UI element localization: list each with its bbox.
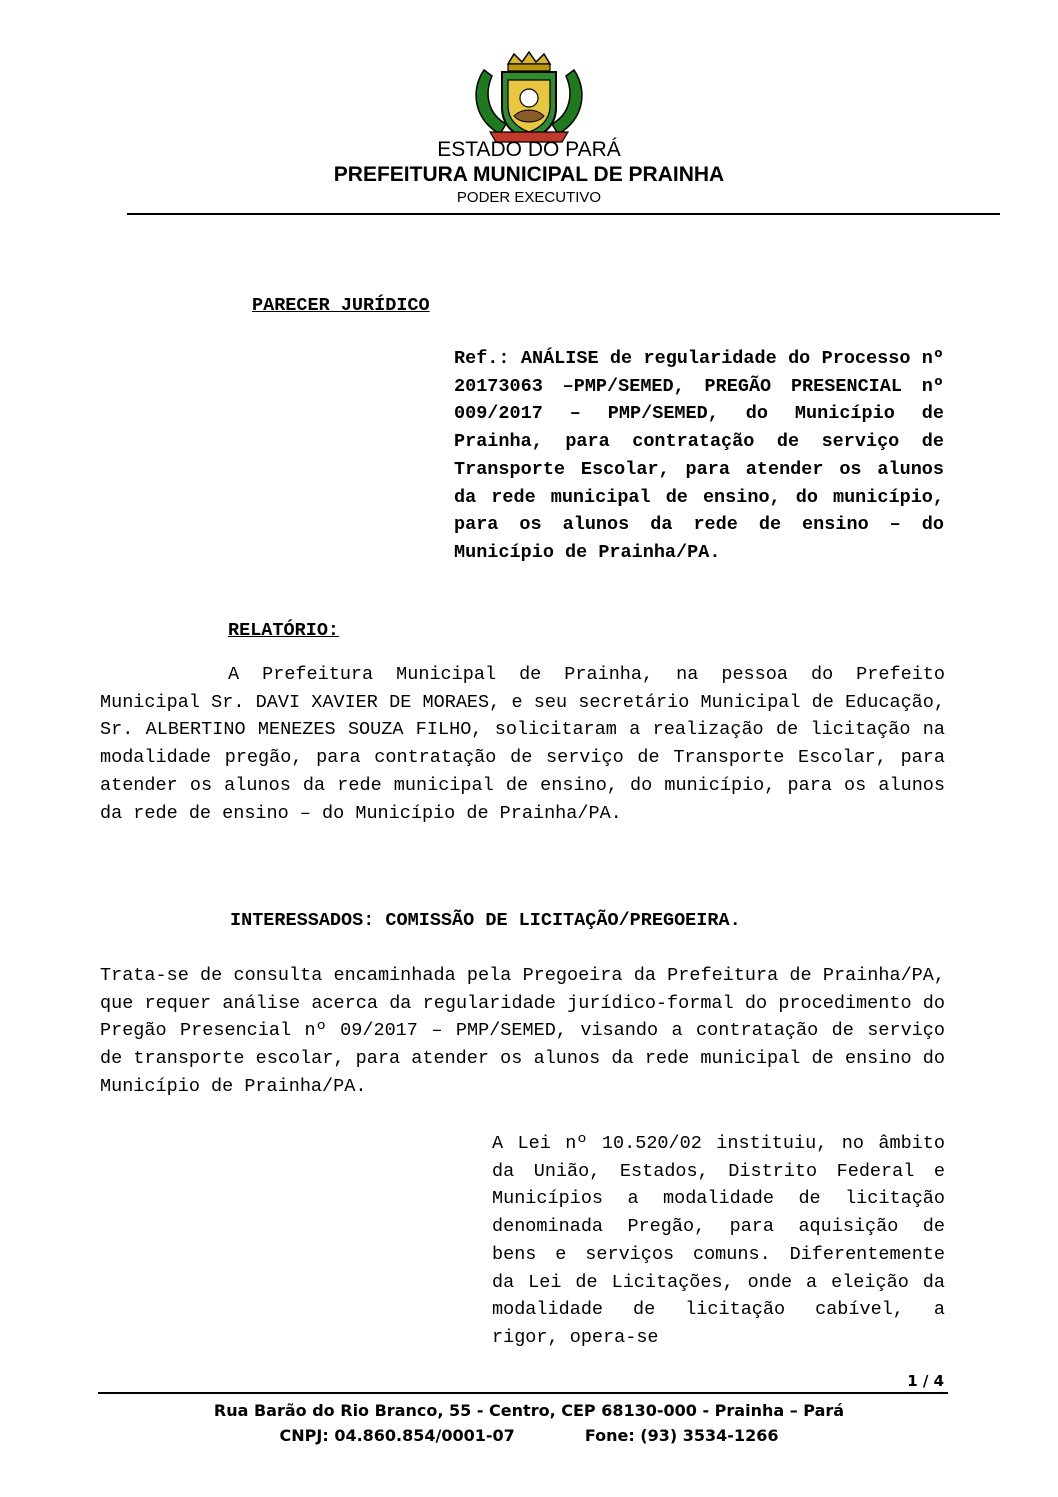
footer-phone: Fone: (93) 3534-1266 xyxy=(584,1426,779,1445)
reference-block: Ref.: ANÁLISE de regularidade do Processo nº 20173063 –PMP/SEMED, PREGÃO PRESENCIAL nº 009/2017 – PMP/SEMED, do Município de Prainha, para contratação de serviço de Transporte Escolar, para atender os alunos da rede municipal de ensino, do município, para os alunos da rede de ensino – do Município de Prainha/PA. xyxy=(454,348,944,563)
report-paragraph: A Prefeitura Municipal de Prainha, na pessoa do Prefeito Municipal Sr. DAVI XAVIER DE MORAES, e seu secretário Municipal de Educação, Sr. ALBERTINO MENEZES SOUZA FILHO, solicitaram a realização de licitação na modalidade pregão, para contratação de serviço de Transporte Escolar, para atender os alunos da rede municipal de ensino, do município, para os alunos da rede de ensino – do Município de Prainha/PA. xyxy=(100,664,945,824)
prefecture-name: PREFEITURA MUNICIPAL DE PRAINHA xyxy=(333,163,725,186)
footer-address: Rua Barão do Rio Branco, 55 - Centro, CEP 68130-000 - Prainha – Pará xyxy=(213,1401,845,1420)
footer-contacts xyxy=(0,1426,1058,1445)
document-title: PARECER JURÍDICO xyxy=(252,295,430,316)
state-name: ESTADO DO PARÁ xyxy=(437,138,621,161)
interested-parties: INTERESSADOS: COMISSÃO DE LICITAÇÃO/PREGOEIRA. xyxy=(230,910,741,931)
footer-cnpj: CNPJ: 04.860.854/0001-07 xyxy=(279,1426,515,1445)
report-heading: RELATÓRIO: xyxy=(228,620,340,641)
page-number: 1 / 4 xyxy=(907,1372,944,1390)
executive-branch: PODER EXECUTIVO xyxy=(456,189,602,206)
header-divider xyxy=(127,213,1000,215)
law-paragraph: A Lei nº 10.520/02 instituiu, no âmbito da União, Estados, Distrito Federal e Municípios a modalidade de licitação denominada Pregão, para aquisição de bens e serviços comuns. Diferentemente da Lei de Licitações, onde a eleição da modalidade de licitação cabível, a rigor, opera-se xyxy=(492,1133,945,1348)
coat-of-arms-icon xyxy=(470,50,588,144)
consult-paragraph: Trata-se de consulta encaminhada pela Pregoeira da Prefeitura de Prainha/PA, que requer análise acerca da regularidade jurídico-formal do procedimento do Pregão Presencial nº 09/2017 – PMP/SEMED, visando a contratação de serviço de transporte escolar, para atender os alunos da rede municipal de ensino do Município de Prainha/PA. xyxy=(100,965,945,1097)
footer-divider xyxy=(98,1392,948,1394)
